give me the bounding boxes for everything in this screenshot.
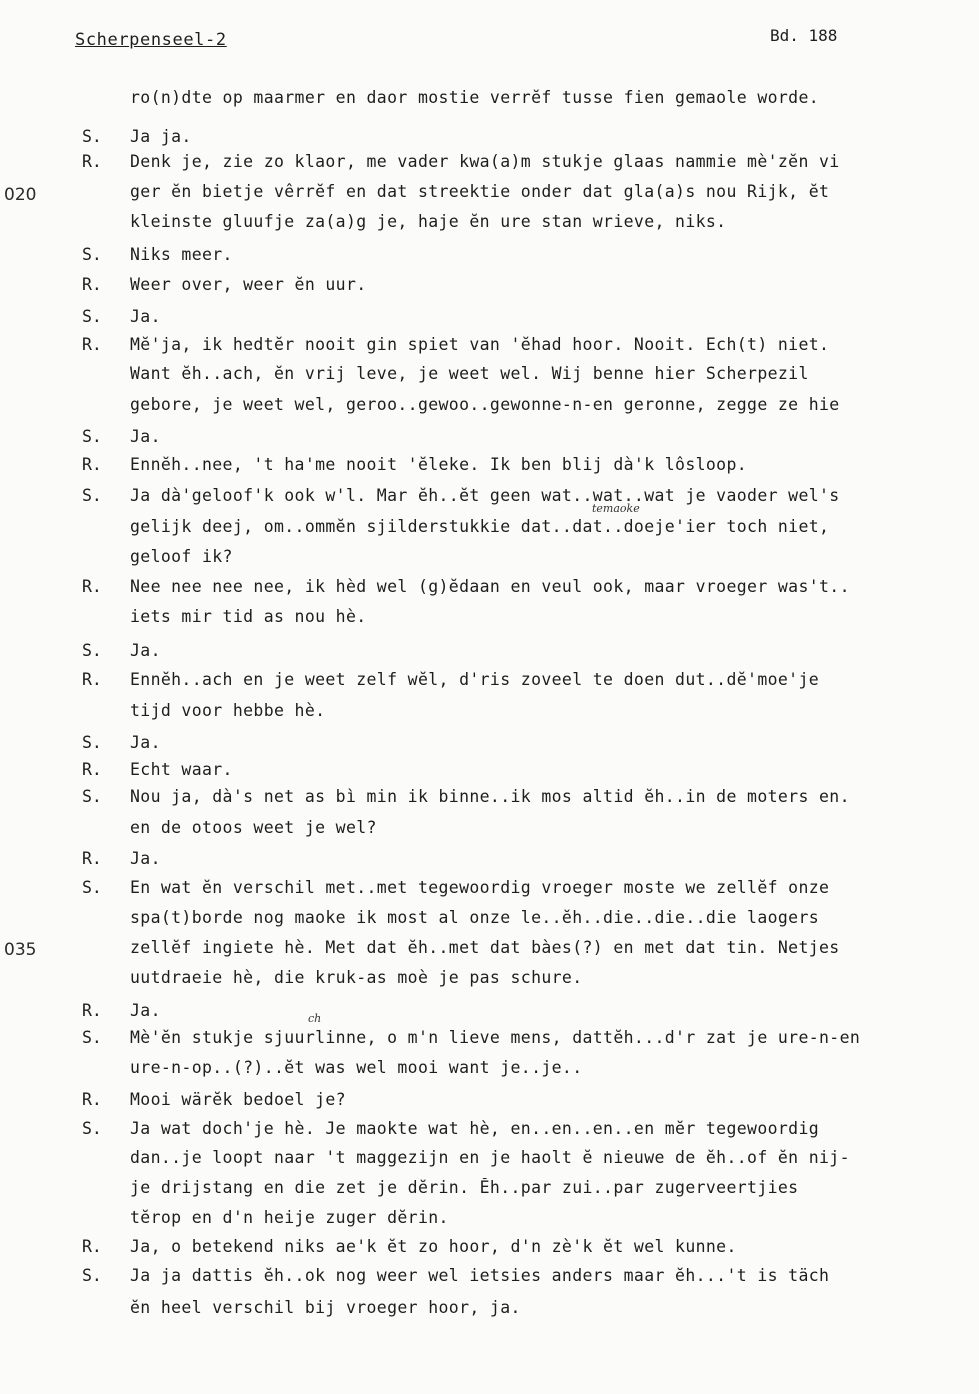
speaker-label: S. [82, 1266, 102, 1285]
transcript-line: dan..je loopt naar 't maggezijn en je haolt ĕ nieuwe de ĕh..of ĕn nij- [130, 1148, 850, 1167]
speaker-label: S. [82, 878, 102, 897]
speaker-label: S. [82, 1028, 102, 1047]
transcript-line: Weer over, weer ĕn uur. [130, 275, 367, 294]
handwritten-note: temaoke [592, 502, 640, 515]
transcript-line: gelijk deej, om..ommĕn sjilderstukkie dat..dat..doeje'ier toch niet, [130, 517, 830, 536]
transcript-line: Nee nee nee nee, ik hèd wel (g)ĕdaan en veul ook, maar vroeger was't.. [130, 577, 850, 596]
transcript-line: Mè'ĕn stukje sjuurlinne, o m'n lieve mens, dattĕh...d'r zat je ure-n-en [130, 1028, 861, 1047]
speaker-label: R. [82, 849, 102, 868]
speaker-label: S. [82, 307, 102, 326]
transcript-line: Nou ja, dà's net as bì min ik binne..ik mos altid ĕh..in de moters en. [130, 787, 850, 806]
speaker-label: S. [82, 641, 102, 660]
speaker-label: R. [82, 577, 102, 596]
line-marker: 020 [4, 185, 37, 205]
speaker-label: S. [82, 486, 102, 505]
speaker-label: R. [82, 760, 102, 779]
transcript-line: Ja wat doch'je hè. Je maokte wat hè, en..en..en..en mĕr tegewoordig [130, 1119, 820, 1138]
transcript-line: Ja. [130, 427, 161, 446]
transcript-line: je drijstang en die zet je dĕrin. Ĕh..par zui..par zugerveertjies [130, 1178, 799, 1197]
speaker-label: R. [82, 1001, 102, 1020]
transcript-line: spa(t)borde nog maoke ik most al onze le..ĕh..die..die..die laogers [130, 908, 820, 927]
speaker-label: S. [82, 427, 102, 446]
speaker-label: S. [82, 787, 102, 806]
transcript-line: Ja ja. [130, 127, 192, 146]
speaker-label: S. [82, 1119, 102, 1138]
speaker-label: R. [82, 1237, 102, 1256]
transcript-line: Want ĕh..ach, ĕn vrij leve, je weet wel. Wij benne hier Scherpezil [130, 364, 809, 383]
transcript-line: Ja dà'geloof'k ook w'l. Mar ĕh..ĕt geen wat..wat..wat je vaoder wel's [130, 486, 840, 505]
transcript-line: zellĕf ingiete hè. Met dat ĕh..met dat bàes(?) en met dat tin. Netjes [130, 938, 840, 957]
transcript-line: Niks meer. [130, 245, 233, 264]
speaker-label: R. [82, 670, 102, 689]
transcript-line: ĕn heel verschil bij vroeger hoor, ja. [130, 1298, 521, 1317]
transcript-line: Ja, o betekend niks ae'k ĕt zo hoor, d'n zè'k ĕt wel kunne. [130, 1237, 737, 1256]
transcript-line: ure-n-op..(?)..ĕt was wel mooi want je..je.. [130, 1058, 583, 1077]
transcript-line: Ja. [130, 641, 161, 660]
transcript-line: Ja. [130, 849, 161, 868]
speaker-label: R. [82, 1090, 102, 1109]
transcript-line: Ja. [130, 733, 161, 752]
transcript-line: gebore, je weet wel, geroo..gewoo..gewonne-n-en geronne, zegge ze hie [130, 395, 840, 414]
page-reference: Bd. 188 [770, 26, 838, 45]
transcript-line: Ennĕh..nee, 't ha'me nooit 'ĕleke. Ik ben blij dà'k lôsloop. [130, 455, 748, 474]
speaker-label: R. [82, 335, 102, 354]
transcript-line: ro(n)dte op maarmer en daor mostie verrĕf tusse fien gemaole worde. [130, 88, 820, 107]
transcript-line: iets mir tid as nou hè. [130, 607, 367, 626]
line-marker: 035 [4, 940, 37, 960]
transcript-line: en de otoos weet je wel? [130, 818, 377, 837]
speaker-label: R. [82, 455, 102, 474]
speaker-label: S. [82, 733, 102, 752]
document-title: Scherpenseel-2 [75, 30, 227, 50]
transcript-line: Echt waar. [130, 760, 233, 779]
speaker-label: S. [82, 127, 102, 146]
speaker-label: S. [82, 245, 102, 264]
transcript-line: tijd voor hebbe hè. [130, 701, 326, 720]
speaker-label: R. [82, 275, 102, 294]
transcript-line: En wat ĕn verschil met..met tegewoordig vroeger moste we zellĕf onze [130, 878, 830, 897]
transcript-line: ger ĕn bietje vêrrĕf en dat streektie onder dat gla(a)s nou Rijk, ĕt [130, 182, 830, 201]
transcript-line: Denk je, zie zo klaor, me vader kwa(a)m stukje glaas nammie mè'zĕn vi [130, 152, 840, 171]
transcript-line: Ja. [130, 307, 161, 326]
speaker-label: R. [82, 152, 102, 171]
transcript-line: Ja. [130, 1001, 161, 1020]
transcript-line: geloof ik? [130, 547, 233, 566]
transcript-line: Ennĕh..ach en je weet zelf wĕl, d'ris zoveel te doen dut..dĕ'moe'je [130, 670, 820, 689]
transcript-line: Mooi wärĕk bedoel je? [130, 1090, 346, 1109]
transcript-line: tĕrop en d'n heije zuger dĕrin. [130, 1208, 449, 1227]
handwritten-note: ch [308, 1012, 322, 1025]
transcript-line: Ja ja dattis ĕh..ok nog weer wel ietsies anders maar ĕh...'t is täch [130, 1266, 830, 1285]
transcript-line: kleinste gluufje za(a)g je, haje ĕn ure stan wrieve, niks. [130, 212, 727, 231]
transcript-line: Mĕ'ja, ik hedtĕr nooit gin spiet van 'ĕhad hoor. Nooit. Ech(t) niet. [130, 335, 830, 354]
transcript-line: uutdraeie hè, die kruk-as moè je pas schure. [130, 968, 583, 987]
